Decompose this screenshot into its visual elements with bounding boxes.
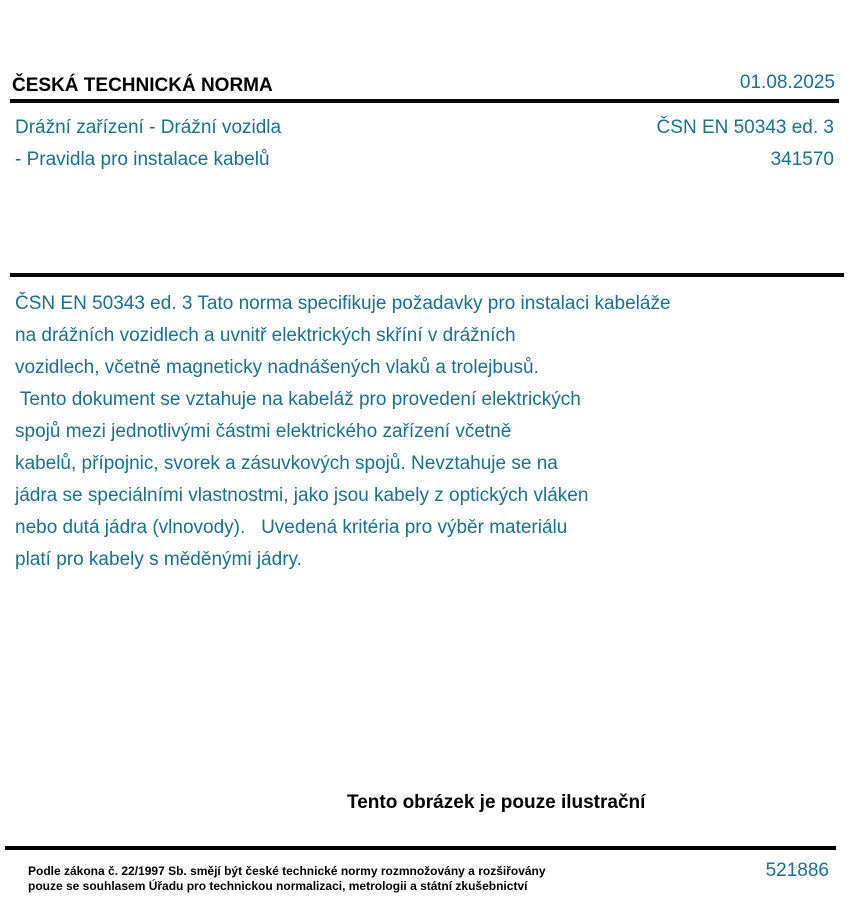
- legal-notice-line-2: pouze se souhlasem Úřadu pro technickou normalizaci, metrologii a státní zkušebnictví: [28, 879, 528, 893]
- subject-title-line-2: - Pravidla pro instalace kabelů: [15, 149, 270, 170]
- footer-divider: [5, 846, 836, 850]
- section-divider: [10, 273, 844, 277]
- abstract-line: nebo dutá jádra (vlnovody). Uvedená kritéria pro výběr materiálu: [15, 517, 568, 538]
- abstract-line: kabelů, přípojnic, svorek a zásuvkových spojů. Nevztahuje se na: [15, 453, 558, 474]
- subject-title-line-1: Drážní zařízení - Drážní vozidla: [15, 117, 282, 138]
- abstract-line: jádra se speciálními vlastnostmi, jako jsou kabely z optických vláken: [15, 485, 589, 506]
- abstract-line: na drážních vozidlech a uvnitř elektrických skříní v drážních: [15, 325, 516, 346]
- standard-designation: ČSN EN 50343 ed. 3: [656, 117, 834, 138]
- abstract-text: [15, 288, 845, 576]
- abstract-line: spojů mezi jednotlivými částmi elektrického zařízení včetně: [15, 421, 512, 442]
- legal-notice-line-1: Podle zákona č. 22/1997 Sb. smějí být české technické normy rozmnožovány a rozšiřovány: [28, 864, 546, 878]
- classification-code: 341570: [770, 149, 834, 170]
- document-type-title: ČESKÁ TECHNICKÁ NORMA: [12, 75, 273, 96]
- abstract-line: vozidlech, včetně magneticky nadnášených vlaků a trolejbusů.: [15, 357, 539, 378]
- issue-date: 01.08.2025: [739, 72, 835, 93]
- abstract-line: Tento dokument se vztahuje na kabeláž pro provedení elektrických: [15, 389, 581, 410]
- abstract-line: platí pro kabely s měděnými jádry.: [15, 549, 302, 570]
- abstract-line: ČSN EN 50343 ed. 3 Tato norma specifikuje požadavky pro instalaci kabeláže: [15, 293, 671, 314]
- document-code: 521886: [765, 860, 829, 881]
- header-divider: [10, 99, 839, 103]
- illustration-disclaimer: Tento obrázek je pouze ilustrační: [347, 792, 646, 813]
